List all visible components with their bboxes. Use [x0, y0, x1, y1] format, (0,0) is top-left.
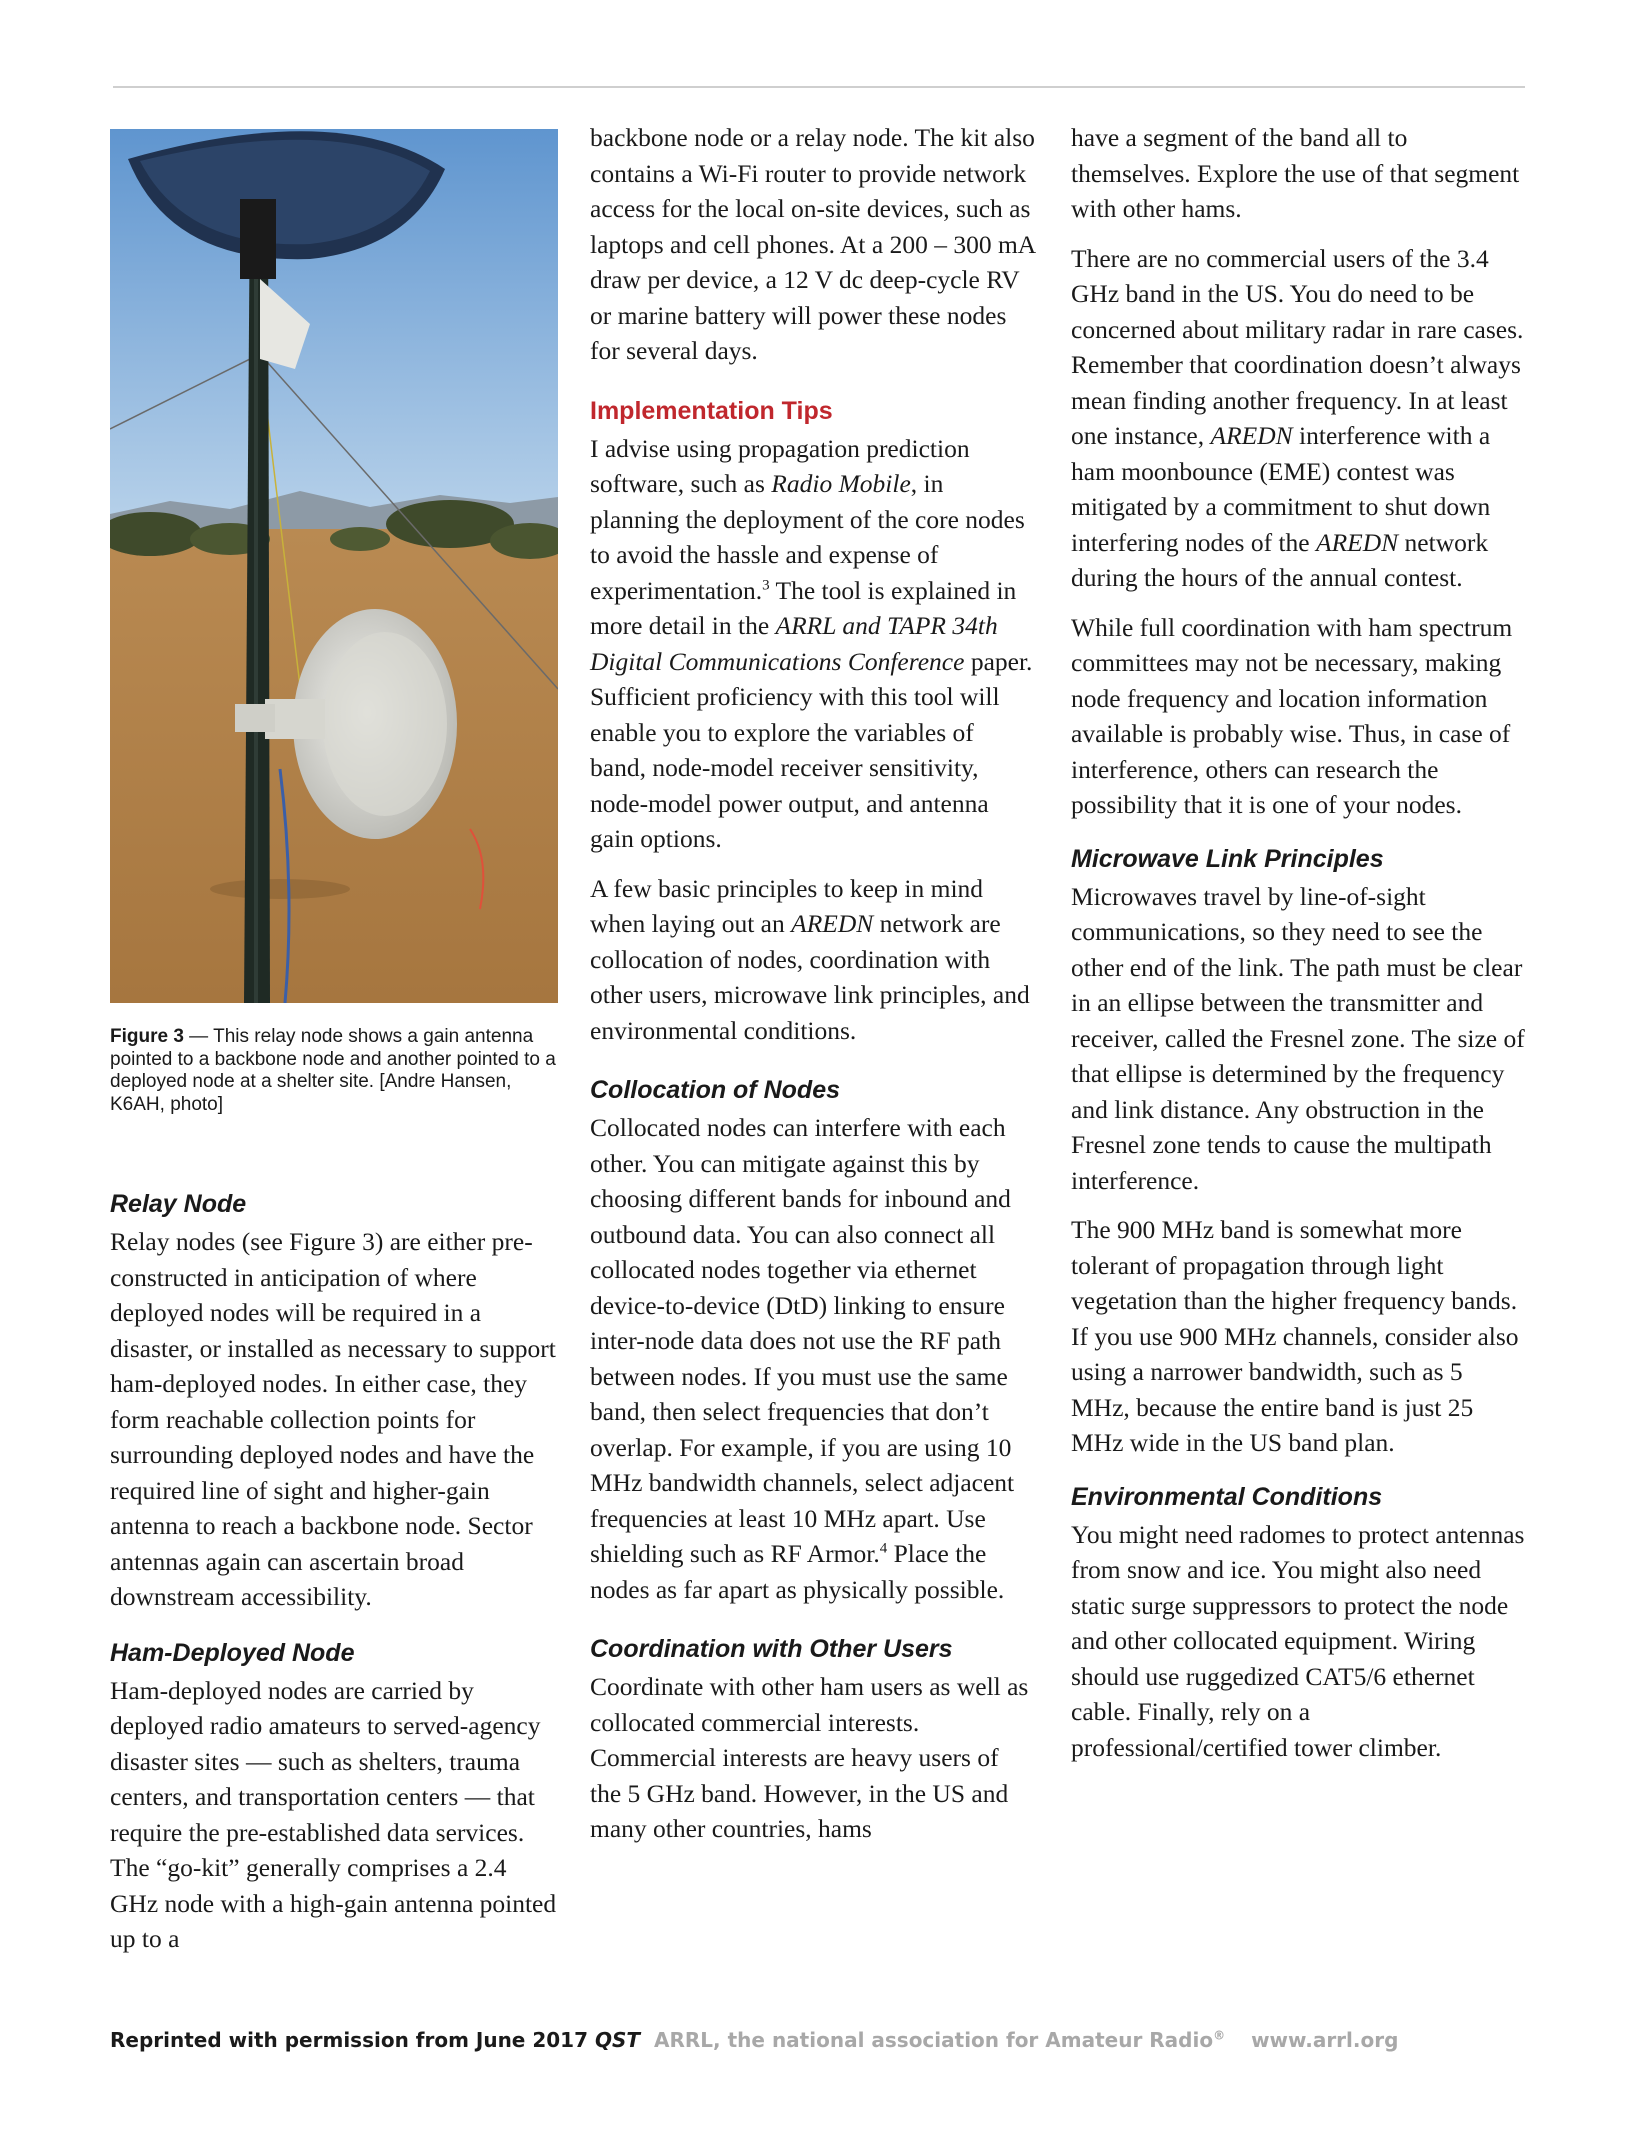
heading-relay-node: Relay Node — [110, 1190, 247, 1218]
figure-label: Figure 3 — [110, 1026, 184, 1047]
paragraph-900mhz: The 900 MHz band is somewhat more tolerant of propagation through light vegetation than the higher frequency bands. If you use 900 MHz channels, consider also using a narrower bandwidth, such as 5 MHz, because the entire band is just 25 MHz wide in the US band plan. — [1071, 1215, 1519, 1457]
heading-microwave-link: Microwave Link Principles — [1071, 844, 1384, 873]
figure-caption-text: — This relay node shows a gain antenna pointed to a backbone node and another pointed to a deployed node at a shelter site. [Andre Hansen, K6AH, photo] — [110, 1026, 556, 1115]
footer-url: www.arrl.org — [1251, 2028, 1399, 2052]
paragraph-implementation: I advise using propagation prediction software, such as Radio Mobile, in planning the deployment of the core nodes to avoid the hassle and expense of experimentation.$^3$ The tool is explained in more detail in the ARRL and TAPR 34th Digital Communications Conference paper. Sufficient proficiency with this tool will enable you to explore the variables of band, node-model receiver sensitivity, node-model power output, and antenna gain options. — [590, 433, 1033, 853]
paragraph-principles: A few basic principles to keep in mind when laying out an AREDN network are collocation of nodes, coordination with other users, microwave link principles, and environmental conditions. — [590, 873, 1030, 1045]
column-3 — [1071, 120, 1525, 1779]
paragraph-microwave: Microwaves travel by line-of-sight communications, so they need to see the other end of the link. The path must be clear in an ellipse between the transmitter and receiver, called the Fresnel zone. The size of that ellipse is determined by the frequency and link distance. Any obstruction in the Fresnel zone tends to cause the multipath interference. — [1071, 881, 1525, 1195]
page-footer — [110, 2025, 1530, 2055]
heading-collocation: Collocation of Nodes — [590, 1076, 840, 1104]
footer-reprint: Reprinted with permission from June 2017 — [110, 2028, 595, 2052]
footer-arrl: ARRL, the national association for Amateur Radio® — [654, 2028, 1226, 2052]
column-2 — [590, 120, 1036, 1861]
figure-caption — [110, 1026, 558, 1116]
footer-qst: QST — [594, 2028, 641, 2052]
paragraph-commercial-users: There are no commercial users of the 3.4 GHz band in the US. You do need to be concerned about military radar in rare cases. Remember that coordination doesn’t always mean finding another frequency. In at least one instance, AREDN interference with a ham moonbounce (EME) contest was mitigated by a commitment to shut down interfering nodes of the AREDN network during the hours of the annual contest. — [1071, 243, 1524, 592]
paragraph-segment: have a segment of the band all to themselves. Explore the use of that segment with other hams. — [1071, 123, 1520, 223]
paragraph-collocation: Collocated nodes can interfere with each other. You can mitigate against this by choosing different bands for inbound and outbound data. You can also connect all collocated nodes together via ethernet device-to-device (DtD) linking to ensure inter-node data does not use the RF path between nodes. If you must use the same band, then select frequencies that don’t overlap. For example, if you are using 10 MHz bandwidth channels, select adjacent frequencies at least 10 MHz apart. Use shielding such as RF Armor.$^4$ Place the nodes as far apart as physically possible. — [590, 1113, 1015, 1604]
paragraph-coordination: Coordinate with other ham users as well as collocated commercial interests. Commercial interests are heavy users of the 5 GHz band. However, in the US and many other countries, hams — [590, 1672, 1029, 1843]
heading-environmental: Environmental Conditions — [1071, 1482, 1383, 1511]
heading-ham-deployed-node: Ham-Deployed Node — [110, 1638, 355, 1667]
paragraph-kit: backbone node or a relay node. The kit also contains a Wi-Fi router to provide network access for the local on-site devices, such as laptops and cell phones. At a 200 – 300 mA draw per device, a 12 V dc deep-cycle RV or marine battery will power these nodes for several days. — [590, 123, 1035, 365]
paragraph-environmental: You might need radomes to protect antennas from snow and ice. You might also need static surge suppressors to protect the node and other collocated equipment. Wiring should use ruggedized CAT5/6 ethernet cable. Finally, rely on a professional/certified tower climber. — [1071, 1519, 1525, 1762]
top-rule — [113, 86, 1525, 88]
heading-implementation-tips: Implementation Tips — [590, 396, 833, 425]
column-1 — [110, 1188, 558, 1971]
paragraph-relay-node: Relay nodes (see Figure 3) are either pre-constructed in anticipation of where deployed nodes will be required in a disaster, or installed as necessary to support ham-deployed nodes. In either case, they form reachable collection points for surrounding deployed nodes and have the required line of sight and higher-gain antenna to reach a backbone node. Sector antennas again can ascertain broad downstream accessibility. — [110, 1227, 556, 1611]
heading-coordination: Coordination with Other Users — [590, 1635, 953, 1663]
figure-3-photo — [110, 129, 558, 1003]
paragraph-ham-deployed-node: Ham-deployed nodes are carried by deployed radio amateurs to served-agency disaster sites — such as shelters, trauma centers, and transportation centers — that require the pre-established data services. The “go-kit” generally comprises a 2.4 GHz node with a high-gain antenna pointed up to a — [110, 1675, 557, 1953]
paragraph-full-coordination: While full coordination with ham spectrum committees may not be necessary, making node frequency and location information available is probably wise. Thus, in case of interference, others can research the possibility that it is one of your nodes. — [1071, 612, 1513, 819]
